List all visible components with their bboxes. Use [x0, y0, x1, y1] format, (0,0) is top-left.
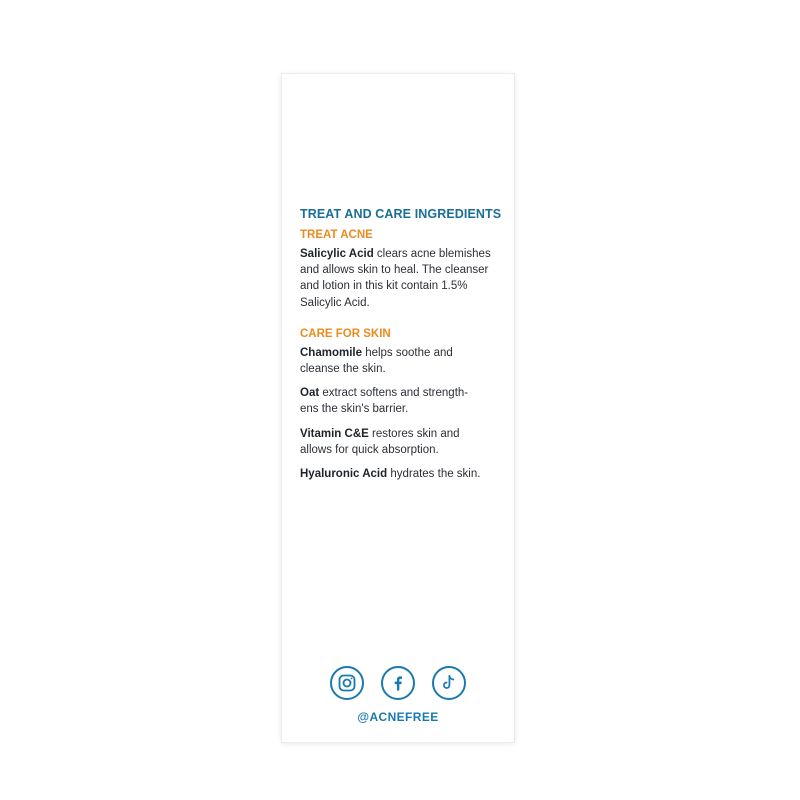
- social-links: [330, 666, 466, 706]
- ingredient-name: Salicylic Acid: [300, 248, 374, 260]
- ingredient-desc-line: and lotion in this kit contain 1.5%: [300, 280, 468, 293]
- social-handle[interactable]: @ACNEFREE: [357, 710, 439, 724]
- instagram-button[interactable]: [330, 666, 364, 700]
- ingredients-content: [300, 206, 505, 482]
- page-title: TREAT AND CARE INGREDIENTS: [300, 207, 502, 221]
- ingredient-desc-line: clears acne blemishes: [373, 248, 491, 260]
- ingredient-desc-line: and allows skin to heal. The cleanser: [300, 264, 489, 277]
- ingredient-desc-line: cleanse the skin.: [300, 363, 386, 376]
- ingredient-desc-line: helps soothe and: [362, 346, 453, 359]
- ingredient-desc-line: hydrates the skin.: [387, 468, 481, 481]
- ingredient-name: Oat: [300, 387, 320, 400]
- facebook-button[interactable]: [381, 666, 415, 700]
- ingredient-hyaluronic-acid: [300, 466, 505, 482]
- ingredient-panel: [282, 74, 514, 742]
- ingredient-name: Vitamin C&E: [300, 427, 369, 440]
- ingredient-desc-line: Salicylic Acid.: [300, 296, 370, 309]
- ingredient-desc-line: extract softens and strength-: [319, 387, 469, 400]
- ingredient-desc-line: ens the skin's barrier.: [300, 403, 409, 416]
- ingredient-desc-line: allows for quick absorption.: [300, 443, 439, 456]
- ingredient-name: Chamomile: [300, 346, 362, 359]
- ingredient-vitamin-ce: [300, 426, 505, 458]
- ingredient-desc-line: restores skin and: [368, 427, 460, 440]
- tiktok-button[interactable]: [432, 666, 466, 700]
- ingredient-oat: [300, 385, 505, 417]
- ingredient-salicylic-acid: [300, 246, 505, 311]
- treat-section-title: TREAT ACNE: [300, 229, 373, 241]
- facebook-icon: [388, 673, 408, 693]
- care-section-title: CARE FOR SKIN: [300, 327, 391, 340]
- tiktok-icon: [439, 673, 459, 693]
- instagram-icon: [337, 673, 357, 693]
- ingredient-name: Hyaluronic Acid: [300, 468, 388, 481]
- ingredient-chamomile: [300, 345, 505, 377]
